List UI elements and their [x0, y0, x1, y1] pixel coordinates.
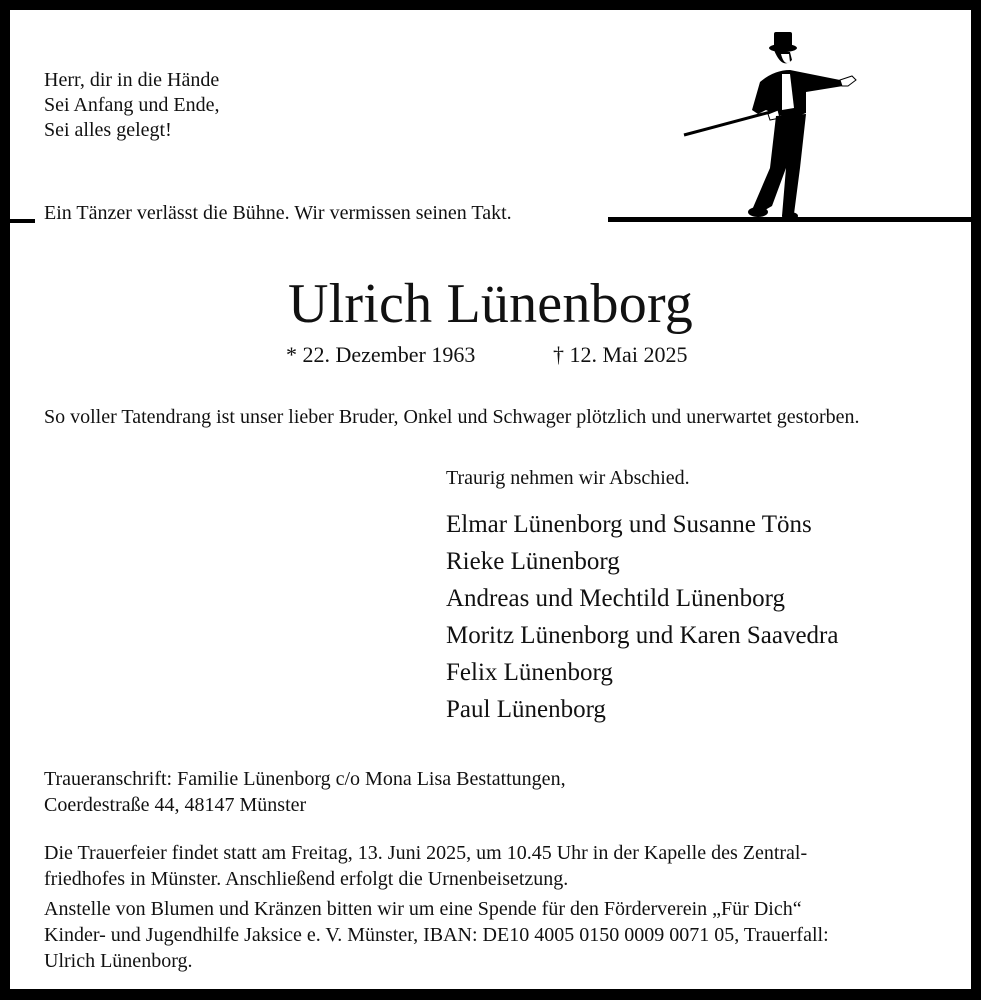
farewell-text: Traurig nehmen wir Abschied. [446, 467, 690, 489]
poem [44, 68, 220, 143]
mourning-address [44, 766, 566, 818]
poem-line: Herr, dir in die Hände [44, 69, 220, 91]
poem-line: Sei alles gelegt! [44, 119, 172, 141]
poem-line: Sei Anfang und Ende, [44, 94, 220, 116]
donation-line: Ulrich Lünenborg. [44, 950, 193, 972]
family-member: Moritz Lünenborg und Karen Saavedra [446, 622, 839, 649]
donation-line: Anstelle von Blumen und Kränzen bitten wir um eine Spende für den Förderverein „Für Dich“ [44, 898, 802, 920]
obituary-notice [10, 10, 971, 989]
family-member: Elmar Lünenborg und Susanne Töns [446, 511, 812, 538]
tagline: Ein Tänzer verlässt die Bühne. Wir vermissen seinen Takt. [44, 202, 512, 224]
ceremony-line: Die Trauerfeier findet statt am Freitag, 13. Juni 2025, um 10.45 Uhr in der Kapelle des Zentral- [44, 842, 808, 864]
donation-info [44, 896, 954, 974]
birth-date: * 22. Dezember 1963 [286, 342, 476, 367]
family-member: Paul Lünenborg [446, 696, 606, 723]
donation-line: Kinder- und Jugendhilfe Jaksice e. V. Münster, IBAN: DE10 4005 0150 0009 0071 05, Trauerfall: [44, 924, 829, 946]
divider-line-right [608, 217, 971, 222]
divider-line-left [10, 219, 35, 223]
ceremony-info [44, 840, 954, 892]
family-member: Andreas und Mechtild Lünenborg [446, 585, 786, 612]
death-date: † 12. Mai 2025 [553, 342, 688, 367]
family-member: Felix Lünenborg [446, 659, 613, 686]
address-line: Traueranschrift: Familie Lünenborg c/o Mona Lisa Bestattungen, [44, 768, 566, 790]
ceremony-line: friedhofes in Münster. Anschließend erfolgt die Urnenbeisetzung. [44, 868, 569, 890]
family-member: Rieke Lünenborg [446, 548, 620, 575]
family-list [446, 506, 838, 728]
deceased-name: Ulrich Lünenborg [288, 273, 693, 335]
dancer-silhouette-icon [678, 18, 878, 220]
intro-text: So voller Tatendrang ist unser lieber Bruder, Onkel und Schwager plötzlich und unerwartet gestorben. [44, 406, 860, 428]
address-line: Coerdestraße 44, 48147 Münster [44, 794, 307, 816]
